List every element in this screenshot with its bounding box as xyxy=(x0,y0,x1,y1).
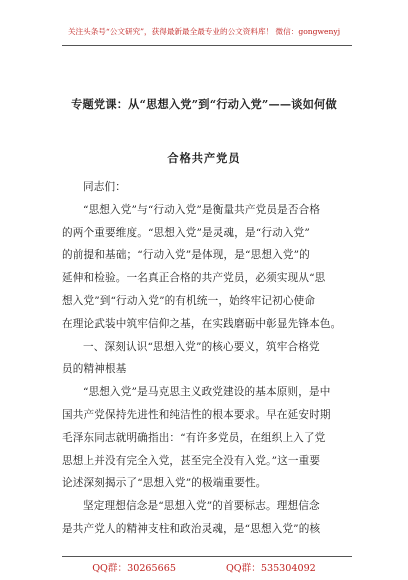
header-divider xyxy=(62,45,352,46)
body-line: 同志们： xyxy=(83,181,126,193)
body-line: 国共产党保持先进性和纯洁性的根本要求。早在延安时期 xyxy=(62,408,331,421)
document-body xyxy=(62,176,352,541)
body-line: 延伸和检验。一名真正合格的共产党员，必须实现从“思 xyxy=(62,272,326,285)
body-line: 的前提和基础；“行动入党”是体现，是“思想入党”的 xyxy=(62,249,310,262)
document-title-line-2: 合格共产党员 xyxy=(167,151,241,165)
footer-qq-group-2: QQ群：535304092 xyxy=(225,563,316,574)
body-line: 在理论武装中筑牢信仰之基，在实践磨砺中彰显先锋本色。 xyxy=(62,317,342,330)
body-line: 毛泽东同志就明确指出：“有许多党员，在组织上入了党 xyxy=(62,431,326,444)
body-line: “思想入党”与“行动入党”是衡量共产党员是否合格 xyxy=(83,203,321,216)
document-title-line-1: 专题党课：从“思想入党”到“行动入党”——谈如何做 xyxy=(71,97,337,111)
footer-qq-group-1: QQ群：30265665 xyxy=(92,563,176,574)
body-line: 坚定理想信念是“思想入党”的首要标志。理想信念 xyxy=(83,500,320,513)
body-line: 论述深刻揭示了“思想入党”的极端重要性。 xyxy=(62,477,267,490)
body-line: 想入党”到“行动入党”的有机统一，始终牢记初心使命 xyxy=(62,294,316,307)
footer-divider xyxy=(62,556,352,557)
body-line: 是共产党人的精神支柱和政治灵魂，是“思想入党”的核 xyxy=(62,522,321,535)
body-line: 思想上并没有完全入党，甚至完全没有入党。”这一重要 xyxy=(62,454,321,467)
page-footer xyxy=(0,560,408,574)
section-heading-line: 员的精神根基 xyxy=(62,363,127,376)
body-line: “思想入党”是马克思主义政党建设的基本原则，是中 xyxy=(83,386,331,399)
page-header-banner: 关注头条号“公文研究”，获得最新最全最专业的公文资料库！ 微信：gongwenyj xyxy=(67,27,341,36)
body-line: 的两个重要维度。“思想入党”是灵魂，是“行动入党” xyxy=(62,226,310,239)
section-heading-line: 一、深刻认识“思想入党”的核心要义，筑牢合格党 xyxy=(83,340,320,353)
